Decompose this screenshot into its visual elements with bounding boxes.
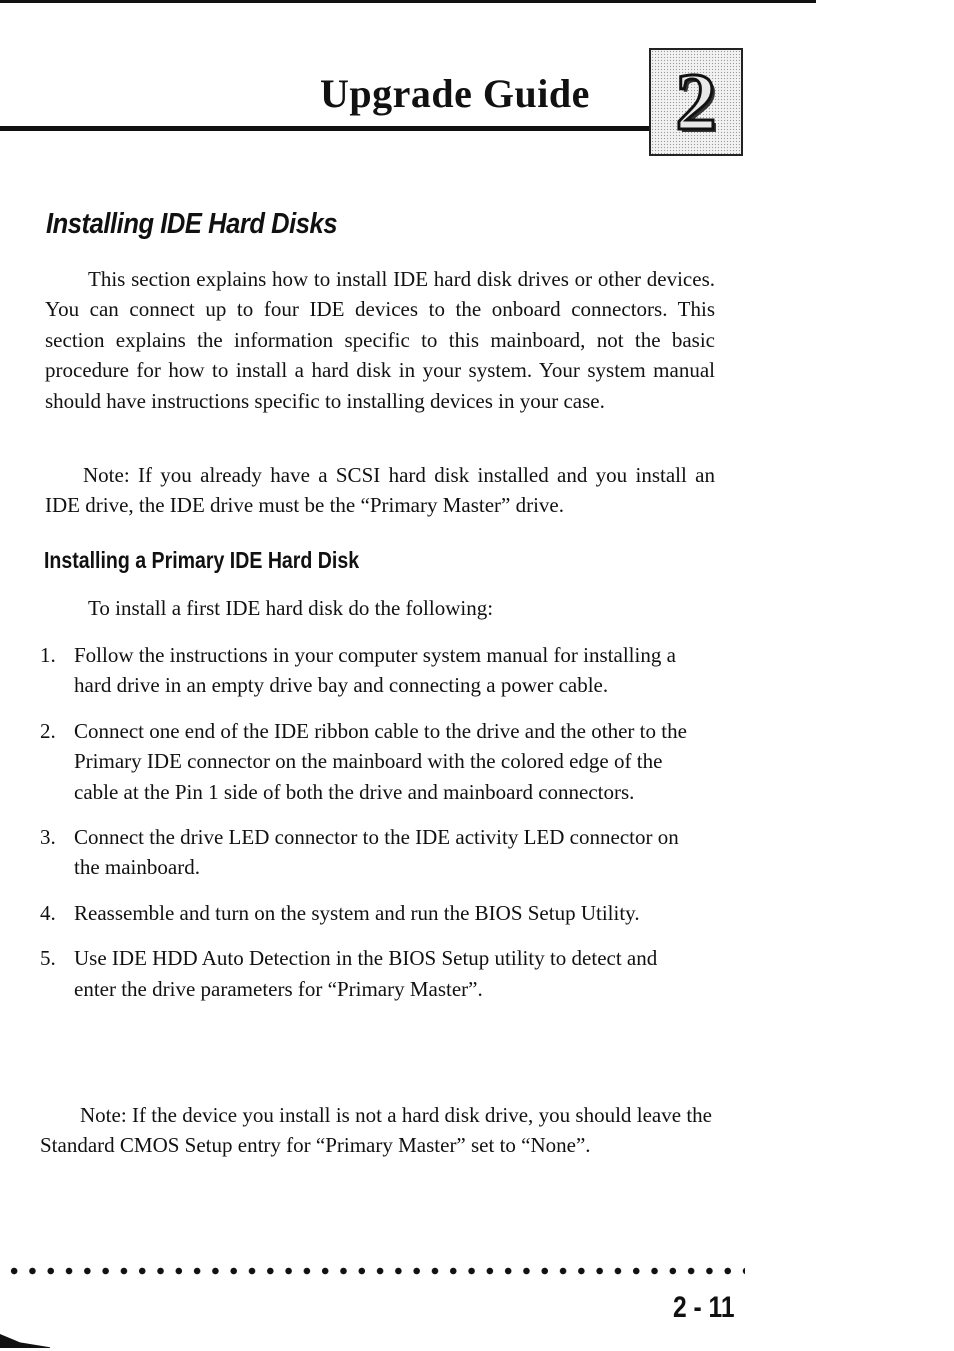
step-text: Follow the instructions in your computer system manual for installing a hard drive in an empty drive bay and connecting a power cable. (74, 643, 676, 698)
step-item (40, 822, 690, 883)
step-item (40, 943, 690, 1004)
step-item (40, 640, 690, 701)
step-number: 1. (40, 643, 56, 667)
dotted-divider (5, 1264, 745, 1278)
note-label: Note: (83, 463, 130, 487)
step-text: Connect the drive LED connector to the IDE activity LED connector on the mainboard. (74, 825, 679, 880)
step-number: 4. (40, 900, 56, 925)
step-text: Use IDE HDD Auto Detection in the BIOS Setup utility to detect and enter the drive parameters for “Primary Master”. (74, 946, 658, 1001)
step-number: 3. (40, 825, 56, 850)
step-item (40, 716, 690, 807)
chapter-title: Upgrade Guide (320, 71, 590, 116)
page-number: 2 - 11 (673, 1291, 735, 1324)
note-text: If you already have a SCSI hard disk installed and you install an IDE drive, the IDE drive must be the “Primary Master” drive. (45, 463, 715, 518)
chapter-number-box (649, 48, 743, 156)
step-number: 2. (40, 718, 56, 743)
subsection-heading: Installing a Primary IDE Hard Disk (44, 547, 360, 573)
chapter-number: 2 (675, 56, 717, 147)
steps-lead-text: To install a first IDE hard disk do the following: (88, 596, 494, 620)
device-note-paragraph: Note: If the device you install is not a hard disk drive, you should leave the Standard CMOS Setup entry for “Primary Master” set to “None”. (40, 1103, 712, 1158)
steps-list (40, 640, 690, 1019)
header-rule (0, 126, 652, 131)
scsi-note-paragraph (45, 460, 715, 521)
top-border-rule (0, 0, 816, 3)
intro-paragraph: This section explains how to install IDE hard disk drives or other devices. You can connect up to four IDE devices to the onboard connectors. This section explains the information specific to this mainboard, not the basic procedure for how to install a hard disk in your system. Your system manual should have instructions specific to installing devices in your case. (45, 267, 715, 413)
step-number: 5. (40, 946, 56, 971)
step-text: Reassemble and turn on the system and run the BIOS Setup Utility. (74, 900, 640, 925)
step-item (40, 898, 690, 928)
step-text: Connect one end of the IDE ribbon cable to the drive and the other to the Primary IDE connector on the mainboard with the colored edge of the cable at the Pin 1 side of both the drive and mainboard connectors. (74, 718, 687, 804)
section-heading: Installing IDE Hard Disks (46, 208, 338, 240)
corner-mark (0, 1334, 50, 1348)
